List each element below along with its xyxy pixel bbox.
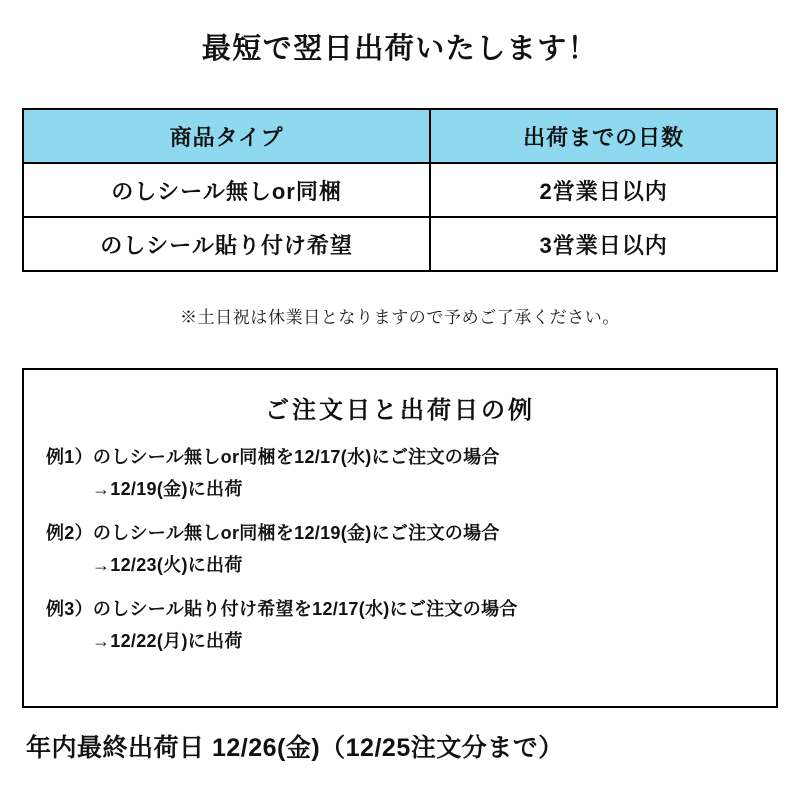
list-item [46, 519, 754, 577]
holiday-note: ※土日祝は休業日となりますので予めご了承ください。 [180, 308, 620, 327]
table-header [23, 109, 777, 163]
example-box-title: ご注文日と出荷日の例 [265, 397, 535, 424]
list-item [46, 443, 754, 501]
list-item [46, 595, 754, 653]
table-row [23, 217, 777, 271]
example-order-line: 例3）のしシール貼り付け希望を12/17(水)にご注文の場合 [46, 599, 518, 619]
example-list [24, 443, 776, 653]
example-ship-line: →12/23(火)に出荷 [92, 555, 243, 575]
table-header-product-type: 商品タイプ [23, 109, 430, 163]
table-cell-days: 2営業日以内 [430, 163, 777, 217]
page-title: 最短で翌日出荷いたします！ [201, 33, 599, 65]
table-cell-days: 3営業日以内 [430, 217, 777, 271]
table-cell-product-type: のしシール無しor同梱 [23, 163, 430, 217]
table-body [23, 163, 777, 271]
year-end-shipping-note: 年内最終出荷日 12/26(金)（12/25注文分まで） [26, 734, 564, 762]
example-ship-line: →12/22(月)に出荷 [92, 631, 243, 651]
example-box [22, 368, 778, 708]
example-order-line: 例2）のしシール無しor同梱を12/19(金)にご注文の場合 [46, 523, 500, 543]
example-ship-line: →12/19(金)に出荷 [92, 479, 243, 499]
shipping-days-table [22, 108, 778, 272]
table-cell-product-type: のしシール貼り付け希望 [23, 217, 430, 271]
example-order-line: 例1）のしシール無しor同梱を12/17(水)にご注文の場合 [46, 447, 500, 467]
table-row [23, 163, 777, 217]
table-header-row [23, 109, 777, 163]
table-header-days-until-shipping: 出荷までの日数 [430, 109, 777, 163]
